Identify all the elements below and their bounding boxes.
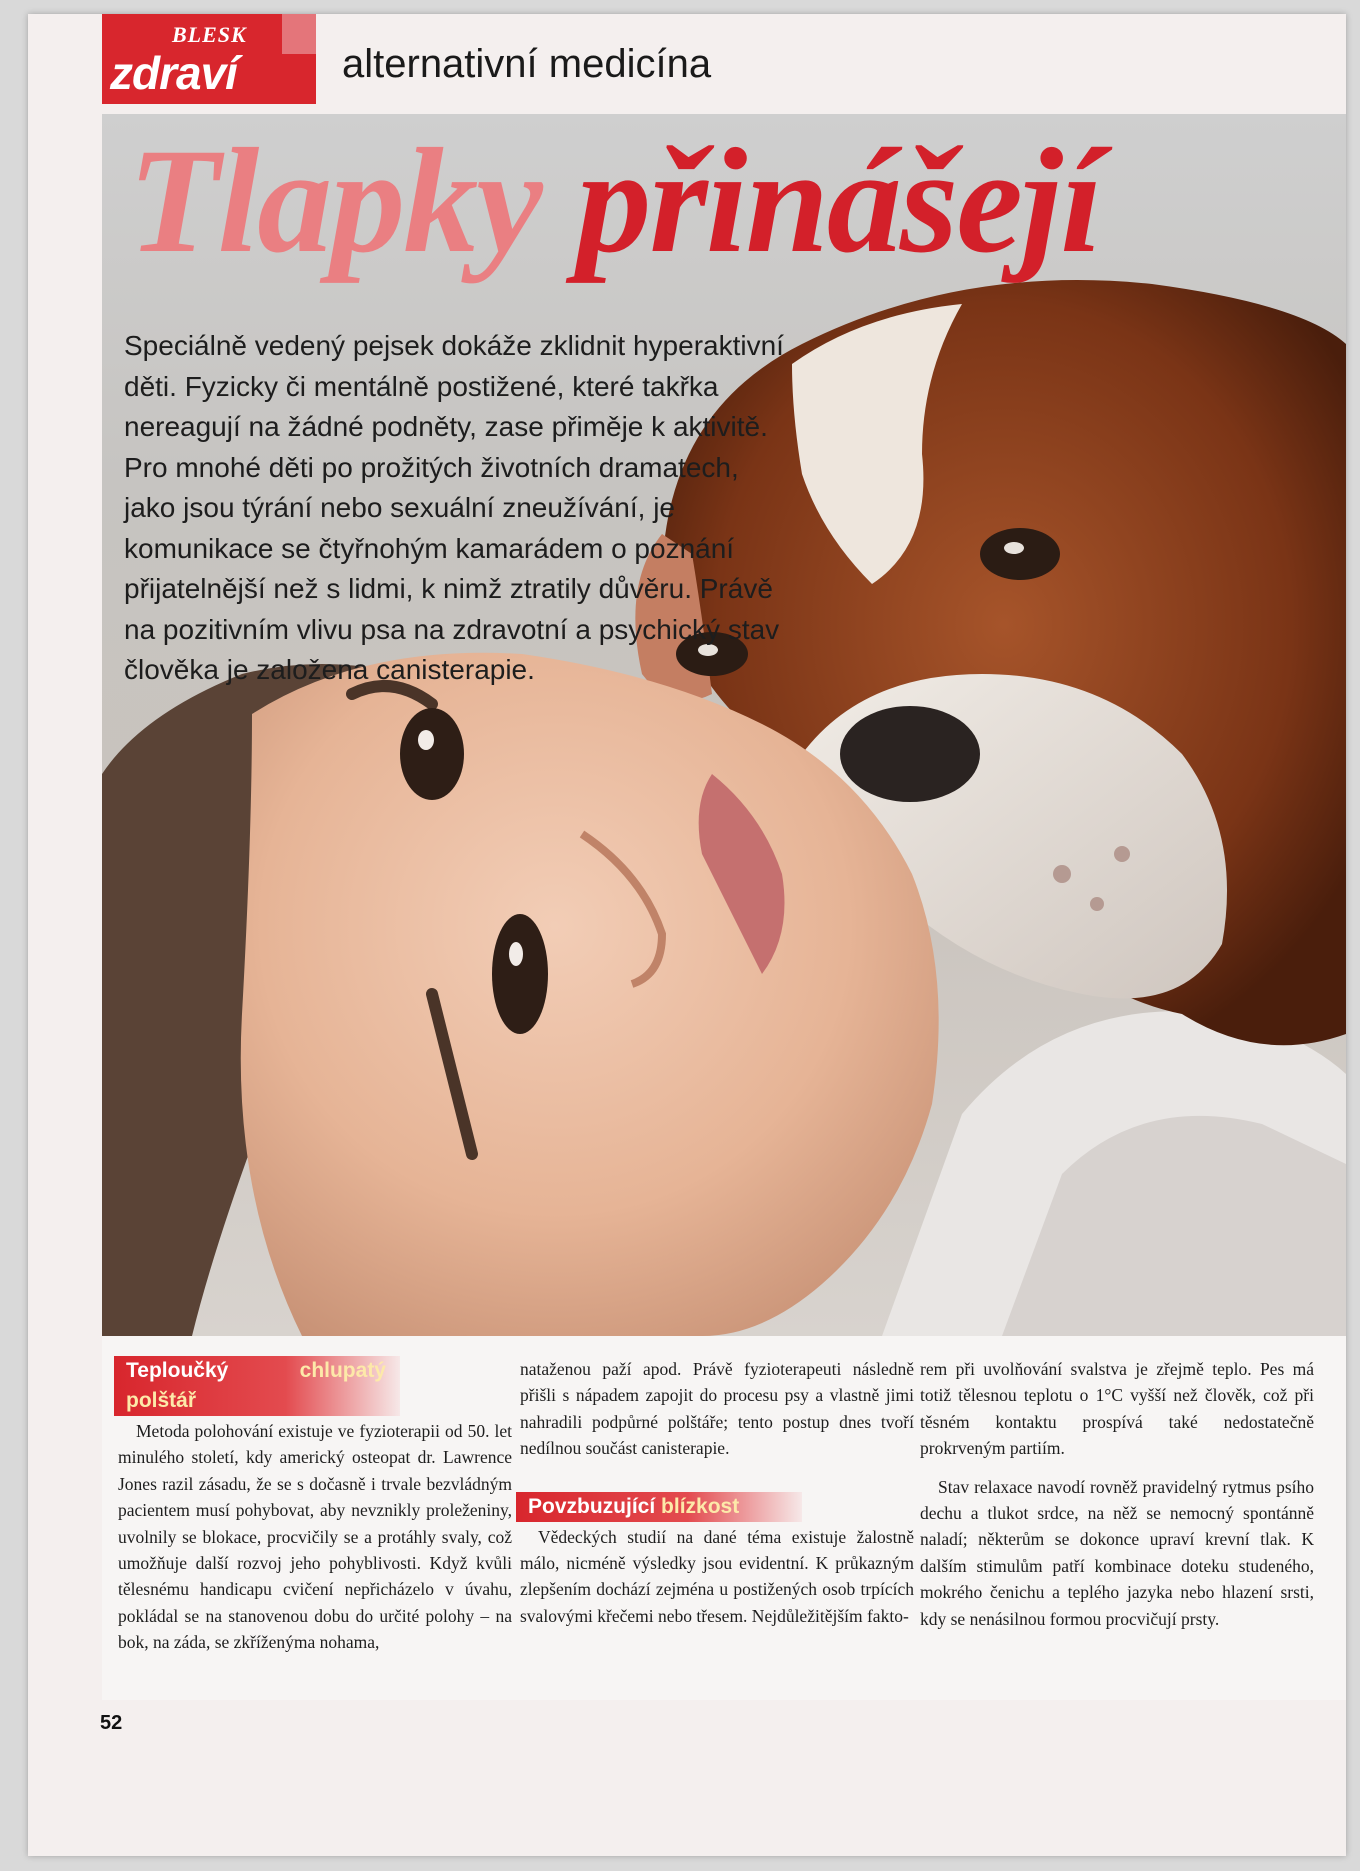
article-paragraph-4: rem při uvolňování svalstva je zřejmě teplo. Pes má totiž tělesnou teplotu o 1°C vyšší než člověk, což při těsném kontaktu prospívá také nedostatečně prokrveným partiím. (920, 1359, 1314, 1459)
logo-corner-accent (282, 14, 316, 54)
headline-word-1: Tlapky (128, 118, 541, 284)
article-paragraph-1: Metoda polohování existuje ve fyzioterapii od 50. let minulého století, kdy americký osteopat dr. Lawrence Jones razil zásadu, že se s dočasně i trvale bezvládným pacientem musí pohybovat, aby nevznikly proleženiny, uvolnily se blokace, procvičily se a protáhly svaly, což umožňuje další rozvoj jeho pohyblivosti. Když kvůli tělesnému handicapu cvičení nepřicházelo v úvahu, pokládal se na stanovenou dobu do určité polohy – na bok, na záda, se zkříženýma nohama, (118, 1421, 512, 1653)
article-paragraph-2: nataženou paží apod. Právě fyzioterapeuti následně přišli s nápadem zapojit do procesu psy a vlastně jimi nahradili podpůrné polštáře; tento postup dnes tvoří nedílnou součást canisterapie. (520, 1359, 914, 1459)
page-number: 52 (100, 1712, 123, 1734)
category-label: alternativní medicína (342, 42, 712, 86)
magazine-page (28, 14, 1346, 1856)
article-paragraph-5: Stav relaxace navodí rovněž pravidelný rytmus psího dechu a tlukot srdce, na něž se nemocný spontánně naladí; některům se dokonce upraví krevní tlak. K dalším stimulům patří kombinace doteku studeného, mokrého čenichu a teplého jazyka nebo hlazení srsti, kdy se nenásilnou formou procvičují prsty. (920, 1476, 1314, 1629)
article-column-1 (118, 1356, 512, 1656)
headline-word-2: přinášejí (576, 118, 1101, 284)
article-body (102, 1336, 1346, 1700)
article-paragraph-3: Vědeckých studií na dané téma existuje žalostně málo, nicméně výsledky jsou evidentní. K průkazným zlepšením dochází zejména u postižených osob trpících svalovými křečemi nebo třesem. Nejdůležitějším fakto- (520, 1526, 914, 1626)
logo-brand: BLESK (172, 22, 247, 47)
lead-paragraph: Speciálně vedený pejsek dokáže zklidnit hyperaktivní děti. Fyzicky či mentálně postižené, které takřka nereagují na žádné podněty, zase přiměje k aktivitě. Pro mnohé děti po prožitých životních dramatech, jako jsou týrání nebo sexuální zneužívání, je komunikace se čtyřnohým kamarádem o poznání přijatelnější než s lidmi, k nimž ztratily důvěru. Právě na pozitivním vlivu psa na zdravotní a psychický stav člověka je založena canisterapie. (124, 330, 784, 685)
hero-photo-girl-and-bulldog (102, 114, 1346, 1336)
photo-illustration (102, 114, 1346, 1336)
subheading-1-part-2: chlupatý polštář (126, 1359, 386, 1412)
subheading-2-part-2: blízkost (661, 1494, 740, 1518)
blesk-zdravi-logo (102, 14, 316, 104)
subheading-1-part-1: Teploučký (126, 1359, 229, 1382)
logo-section: zdraví (110, 47, 237, 99)
article-column-3 (920, 1356, 1314, 1632)
subheading-1 (114, 1356, 400, 1416)
article-column-2 (520, 1356, 914, 1629)
subheading-2 (516, 1492, 802, 1522)
headline (128, 106, 1338, 296)
subheading-2-part-1: Povzbuzující (528, 1494, 656, 1518)
